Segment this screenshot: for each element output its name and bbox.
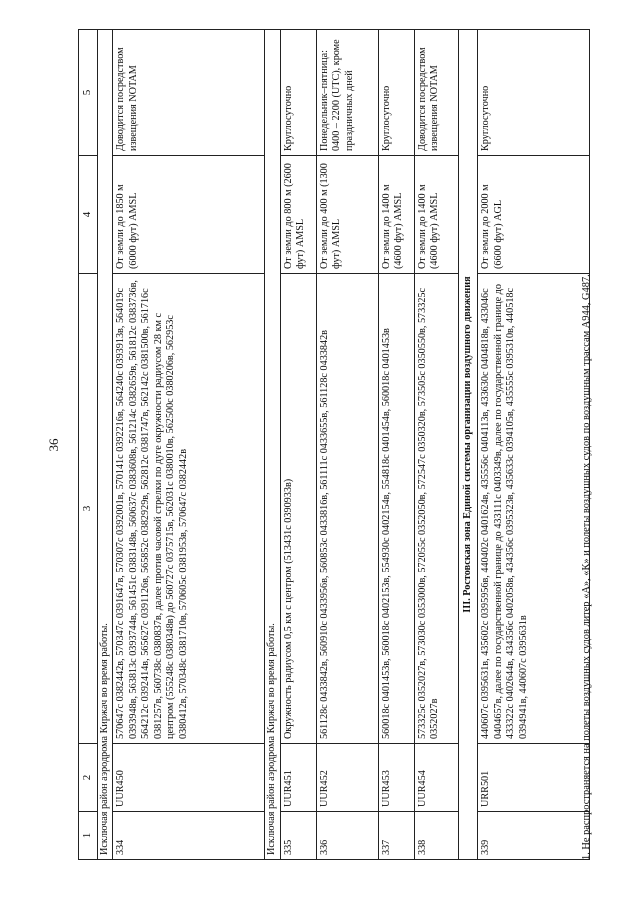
- table-row: [113, 30, 265, 860]
- column-number: 4: [79, 156, 98, 274]
- footnote: 1. Не распространяется на полеты воздушных судов литер «А», «К» и полеты воздушных судов по воздушным трассам А944, G487.: [581, 274, 593, 860]
- zone-code: UUR451: [280, 744, 316, 812]
- zone-code: URR501: [478, 744, 590, 812]
- zone-title: III. Ростовская зона Единой системы организации воздушного движения: [458, 30, 477, 860]
- column-number: 5: [79, 30, 98, 156]
- section-heading: Исключая район аэродрома Киржач во время работы.: [265, 30, 280, 860]
- table-row: [478, 30, 590, 860]
- column-number: 3: [79, 274, 98, 744]
- page-number: 36: [46, 438, 61, 452]
- row-number: 336: [316, 812, 378, 860]
- altitude-limits: От земли до 800 м (2600 фут) AMSL: [280, 156, 316, 274]
- section-heading: Исключая район аэродрома Киржач во время работы.: [98, 30, 113, 860]
- altitude-limits: От земли до 1400 м (4600 фут) AMSL: [414, 156, 458, 274]
- zone-code: UUR453: [378, 744, 414, 812]
- zone-code: UUR454: [414, 744, 458, 812]
- zone-coordinates: 570647с 0382442в, 570347с 0391647в, 570307с 0392001в, 570141с 0392216в, 564240с 0393913в, 564019с 0393948в, 563813с 0393744в, 561451с 0383148в, 560637с 0383608в, 561214с 0382659в, 561812с 0383736в, 564212с 0392414в, 565627с 0391126в, 565852с 0382929в, 562812с 0381747в, 562142с 0381500в, 561716с 0381257в, 560738с 0380837в, далее против часовой стрелки по дуге окружности радиусом 28 км с центром (555248с 0380348в) до 560727с 0375715в, 562031с 0380010в, 562500с 0380206в, 562953с 0380412в, 570348с 0381710в, 570605с 0381953в, 570647с 0382442в: [113, 274, 265, 744]
- row-number: 334: [113, 812, 265, 860]
- zone-coordinates: Окружность радиусом 0,5 км с центром (513431с 0390933в): [280, 274, 316, 744]
- zone-code: UUR452: [316, 744, 378, 812]
- column-number: 2: [79, 744, 98, 812]
- table-row: [414, 30, 458, 860]
- row-number: 339: [478, 812, 590, 860]
- table-row: [280, 30, 316, 860]
- section-heading-row: [265, 30, 280, 860]
- section-heading-row: [98, 30, 113, 860]
- operating-time: Круглосуточно: [280, 30, 316, 156]
- operating-time: Круглосуточно: [378, 30, 414, 156]
- altitude-limits: От земли до 2000 м (6600 фут) AGL: [478, 156, 590, 274]
- zone-code: UUR450: [113, 744, 265, 812]
- rotated-page: [40, 30, 600, 860]
- row-number: 337: [378, 812, 414, 860]
- altitude-limits: От земли до 1850 м (6000 фут) AMSL: [113, 156, 265, 274]
- operating-time: Понедельник–пятница: 0400 – 2200 (UTC), кроме праздничных дней: [316, 30, 378, 156]
- table-row: [316, 30, 378, 860]
- operating-time: Доводится посредством извещения NOTAM: [414, 30, 458, 156]
- altitude-limits: От земли до 1400 м (4600 фут) AMSL: [378, 156, 414, 274]
- row-number: 338: [414, 812, 458, 860]
- altitude-limits: От земли до 400 м (1300 фут) AMSL: [316, 156, 378, 274]
- row-number: 335: [280, 812, 316, 860]
- column-number: 1: [79, 812, 98, 860]
- zone-coordinates: 560018с 0401453в, 560018с 0402153в, 554930с 0402154в, 554818с 0401454в, 560018с 0401453в: [378, 274, 414, 744]
- operating-time: Доводится посредством извещения NOTAM: [113, 30, 265, 156]
- operating-time: Круглосуточно: [478, 30, 590, 156]
- zone-coordinates: 561128с 0433842в, 560910с 0433956в, 560853с 0433816в, 561111с 0433655в, 561128с 0433842в: [316, 274, 378, 744]
- zone-title-row: [458, 30, 477, 860]
- restricted-areas-table: [78, 29, 590, 860]
- zone-coordinates: 573325с 0352027в, 573030с 0353000в, 572055с 0352050в, 572547с 0350320в, 573505с 0350550в, 573325с 0352027в: [414, 274, 458, 744]
- column-number-row: [79, 30, 98, 860]
- zone-coordinates: 440607с 0395631в, 435602с 0395956в, 440402с 0401624в, 435556с 0404113в, 433630с 0404818в, 433046с 0404657в, далее по государственной границе до 433111с 0403349в, далее по государственной границе до 433322с 0402644в, 434356с 0402058в, 434356с 0395323в, 435633с 0394105в, 435555с 0395310в, 440518с 0394941в, 440607с 0395631в: [478, 274, 590, 744]
- table-row: [378, 30, 414, 860]
